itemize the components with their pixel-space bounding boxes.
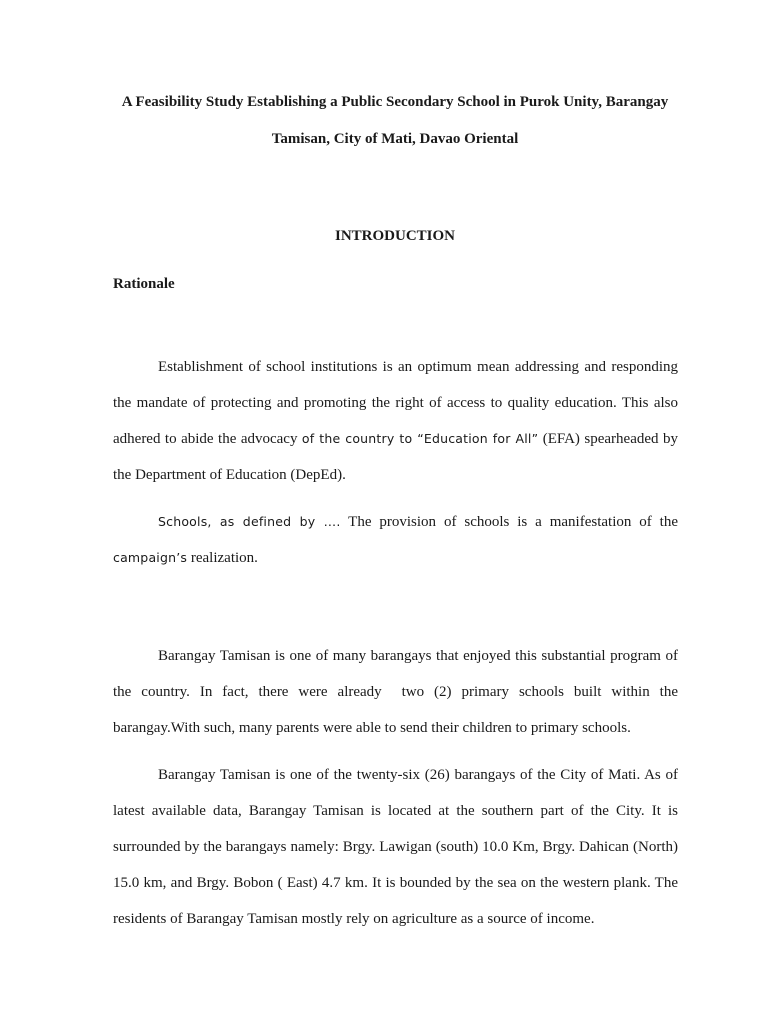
paragraph-4: Barangay Tamisan is one of the twenty-six (26) barangays of the City of Mati. As of latest available data, Barangay Tamisan is located at the southern part of the City. It is surrounded by the barangays namely: Brgy. Lawigan (south) 10.0 Km, Brgy. Dahican (North) 15.0 km, and Brgy. Bobon ( East) 4.7 km. It is bounded by the sea on the western plank. The residents of Barangay Tamisan mostly rely on agriculture as a source of income. (113, 767, 678, 927)
paragraph-2-text-a: Schools, as defined by …. (158, 514, 341, 529)
paragraph-1 (113, 349, 678, 493)
paragraph-1-text-a: Establishment of school institutions is an optimum mean addressing and responding the mandate of protecting and promoting the right of access to quality education. This also adhered to abide the advocacy (113, 359, 678, 447)
paragraph-2-text-d: realization. (187, 550, 258, 566)
paragraph-3: Barangay Tamisan is one of many barangays that enjoyed this substantial program of the country. In fact, there were already two (2) primary schools built within the barangay.With such, many parents were able to send their children to primary schools. (113, 648, 678, 736)
subsection-heading-rationale: Rationale (113, 276, 175, 292)
paragraph-1-text-c: (EFA) spearheaded by the Department of Education (DepEd). (113, 431, 678, 483)
paragraph-2-text-b: The provision of schools is a manifestation of the (340, 514, 679, 530)
document-title-line-2: Tamisan, City of Mati, Davao Oriental (271, 131, 519, 147)
paragraph-1-text-b: of the country to “Education for All” (301, 431, 539, 446)
paragraph-2-text-c: campaign’s (113, 550, 188, 565)
section-heading-introduction: INTRODUCTION (334, 228, 455, 244)
paragraph-2 (113, 504, 678, 576)
document-title-line-1: A Feasibility Study Establishing a Public Secondary School in Purok Unity, Barangay (121, 94, 669, 110)
